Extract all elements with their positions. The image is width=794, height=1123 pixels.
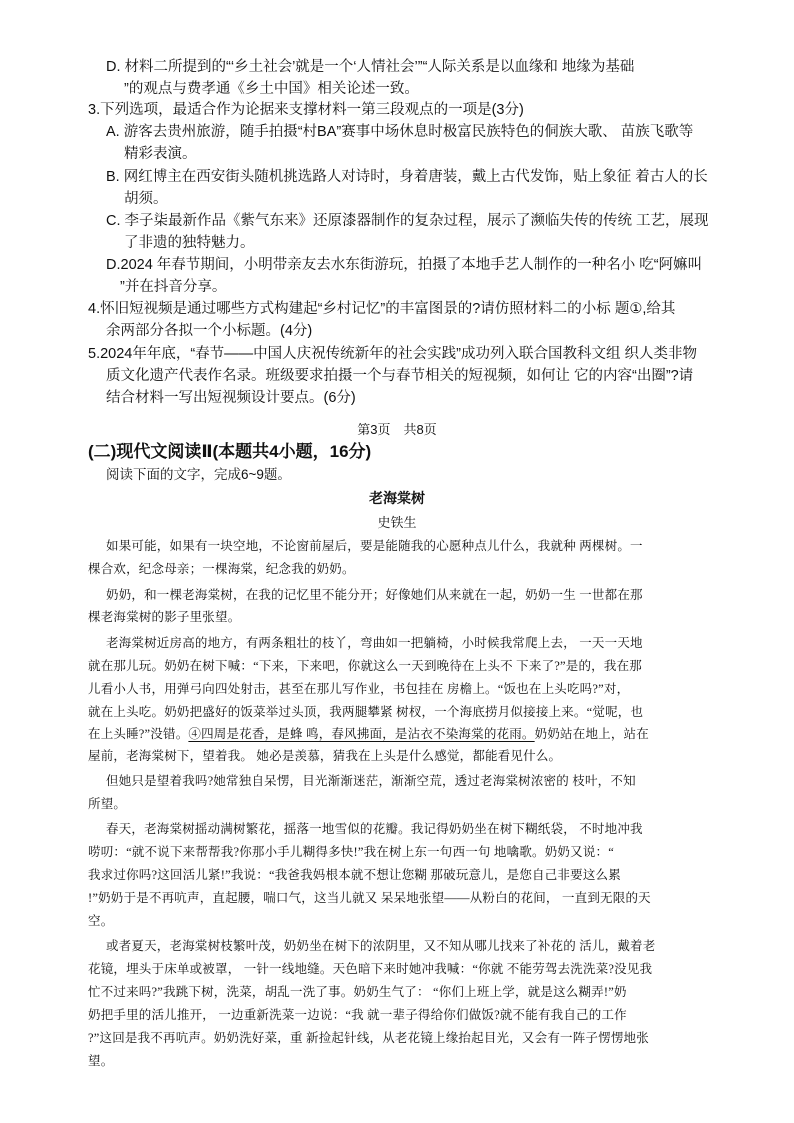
q3-stem: 3.下列选项，最适合作为论据来支撑材料一第三段观点的一项是(3分) — [88, 102, 524, 118]
q2-option-d-line1: D. 材料二所提到的“‘乡土社会’就是一个‘人情社会’”“人际关系是以血缘和 地缘为基础 — [106, 59, 635, 75]
article-p1-line1: 如果可能，如果有一块空地，不论窗前屋后，要是能随我的心愿种点儿什么，我就种 两棵树。一 — [106, 539, 643, 553]
article-p3-line1: 老海棠树近房高的地方，有两条粗壮的枝丫，弯曲如一把躺椅，小时候我常爬上去， 一天一天地 — [106, 636, 643, 650]
article-p6-line6: 望。 — [88, 1054, 114, 1068]
article-p3-line3: 儿看小人书，用弹弓向四处射击，甚至在那儿写作业，书包挂在 房檐上。“饭也在上头吃吗?”对， — [88, 682, 630, 696]
q5-line1: 5.2024年年底，“春节——中国人庆祝传统新年的社会实践”成功列入联合国教科文组 织人类非物 — [88, 346, 698, 362]
section-title: (二)现代文阅读Ⅱ(本题共4小题，16分) — [88, 442, 372, 461]
q3-option-d-line1: D.2024 年春节期间，小明带亲友去水东街游玩，拍摄了本地手艺人制作的一种名小 吃“阿嫲叫 — [106, 257, 703, 273]
q3-option-a-line2: 精彩表演。 — [124, 146, 197, 162]
article-p3-line6: 屋前，老海棠树下，望着我。 她必是羡慕，猜我在上头是什么感觉，都能看见什么。 — [88, 749, 562, 763]
q3-option-a-line1: A. 游客去贵州旅游，随手拍摄“村BA”赛事中场休息时极富民族特色的侗族大歌、 苗族飞歌等 — [106, 124, 694, 140]
q3-option-b-line2: 胡须。 — [124, 191, 168, 207]
reading-instruction: 阅读下面的文字，完成6~9题。 — [106, 467, 291, 482]
article-p5-line4: !”奶奶于是不再吭声，直起腰，喘口气，这当儿就又 呆呆地张望——从粉白的花间， 一直到无限的天 — [88, 891, 651, 905]
page-footer: 第3页 共8页 — [357, 422, 437, 437]
q5-line2: 质文化遗产代表作名录。班级要求拍摄一个与春节相关的短视频，如何让 它的内容“出圈”?请 — [106, 368, 694, 384]
q4-line2: 余两部分各拟一个小标题。(4分) — [106, 323, 313, 339]
article-p3-line5 — [88, 724, 649, 744]
article-p4-line1: 但她只是望着我吗?她常独自呆愣，目光渐渐迷茫，渐渐空荒，透过老海棠树浓密的 枝叶，不知 — [106, 774, 636, 788]
article-author: 史铁生 — [377, 515, 417, 530]
article-p3-line2: 就在那儿玩。奶奶在树下喊：“下来，下来吧，你就这么一天到晚待在上头不 下来了?”是的，我在那 — [88, 659, 642, 673]
article-p2-line2: 棵老海棠树的影子里张望。 — [88, 610, 241, 624]
article-p3-line4: 就在上头吃。奶奶把盛好的饭菜举过头顶，我两腿攀紧 树杈，一个海底捞月似接接上来。“觉呢，也 — [88, 705, 644, 719]
q4-line1: 4.怀旧短视频是通过哪些方式构建起“乡村记忆”的丰富图景的?请仿照材料二的小标 题①,给其 — [88, 301, 676, 317]
article-p6-line2: 花镜，埋头于床单或被罩， 一针一线地缝。天色暗下来时她冲我喊：“你就 不能劳驾去洗洗菜?没见我 — [88, 962, 653, 976]
article-p1-line2: 棵合欢，纪念母亲；一棵海棠，纪念我的奶奶。 — [88, 562, 355, 576]
article-p6-line4: 奶把手里的活儿推开， 一边重新洗菜一边说：“我 就一辈子得给你们做饭?就不能有我自己的工作 — [88, 1008, 627, 1022]
q2-option-d-line2: ”的观点与费孝通《乡土中国》相关论述一致。 — [124, 81, 419, 97]
article-p5-line5: 空。 — [88, 914, 114, 928]
article-p3-line5-start: 在上头睡?”没错。 — [88, 727, 189, 741]
q3-option-c-line1: C. 李子柒最新作品《紫气东来》还原漆器制作的复杂过程，展示了濒临失传的传统 工艺，展现 — [106, 213, 709, 229]
article-p3-line5-end: 奶奶站在地上，站在 — [534, 727, 649, 741]
article-p4-line2: 所望。 — [88, 797, 127, 811]
underlined-sentence: ④四周是花香，是蜂 鸣，春风拂面，是沾衣不染海棠的花雨。 — [188, 727, 535, 741]
article-p6-line1: 或者夏天，老海棠树枝繁叶茂，奶奶坐在树下的浓阴里，又不知从哪儿找来了补花的 活儿，戴着老 — [106, 939, 656, 953]
q5-line3: 结合材料一写出短视频设计要点。(6分) — [106, 390, 356, 406]
article-p5-line3: 我求过你吗?这回活儿紧!”我说：“我爸我妈根本就不想让您糊 那破玩意儿，是您自己非要这么累 — [88, 868, 621, 882]
article-title: 老海棠树 — [369, 492, 425, 507]
article-p2-line1: 奶奶，和一棵老海棠树，在我的记忆里不能分开；好像她们从来就在一起，奶奶一生 一世都在那 — [106, 588, 643, 602]
article-p5-line1: 春天，老海棠树摇动满树繁花，摇落一地雪似的花瓣。我记得奶奶坐在树下糊纸袋， 不时地冲我 — [106, 822, 643, 836]
article-p6-line5: ?”这回是我不再吭声。奶奶洗好菜，重 新捡起针线，从老花镜上缘抬起目光，又会有一阵子愣愣地张 — [88, 1031, 649, 1045]
article-p5-line2: 唠叨：“就不说下来帮帮我?你那小手儿糊得多快!”我在树上东一句西一句 地噙歌。奶奶又说：“ — [88, 845, 614, 859]
q3-option-b-line1: B. 网红博主在西安街头随机挑选路人对诗时，身着唐装，戴上古代发饰，贴上象征 着古人的长 — [106, 169, 708, 185]
q3-option-c-line2: 了非遗的独特魅力。 — [124, 235, 255, 251]
q3-option-d-line2: ”并在抖音分享。 — [120, 279, 227, 295]
article-p6-line3: 忙不过来吗?”我跳下树，洗菜，胡乱一洗了事。奶奶生气了： “你们上班上学，就是这么糊弄!”奶 — [88, 985, 627, 999]
